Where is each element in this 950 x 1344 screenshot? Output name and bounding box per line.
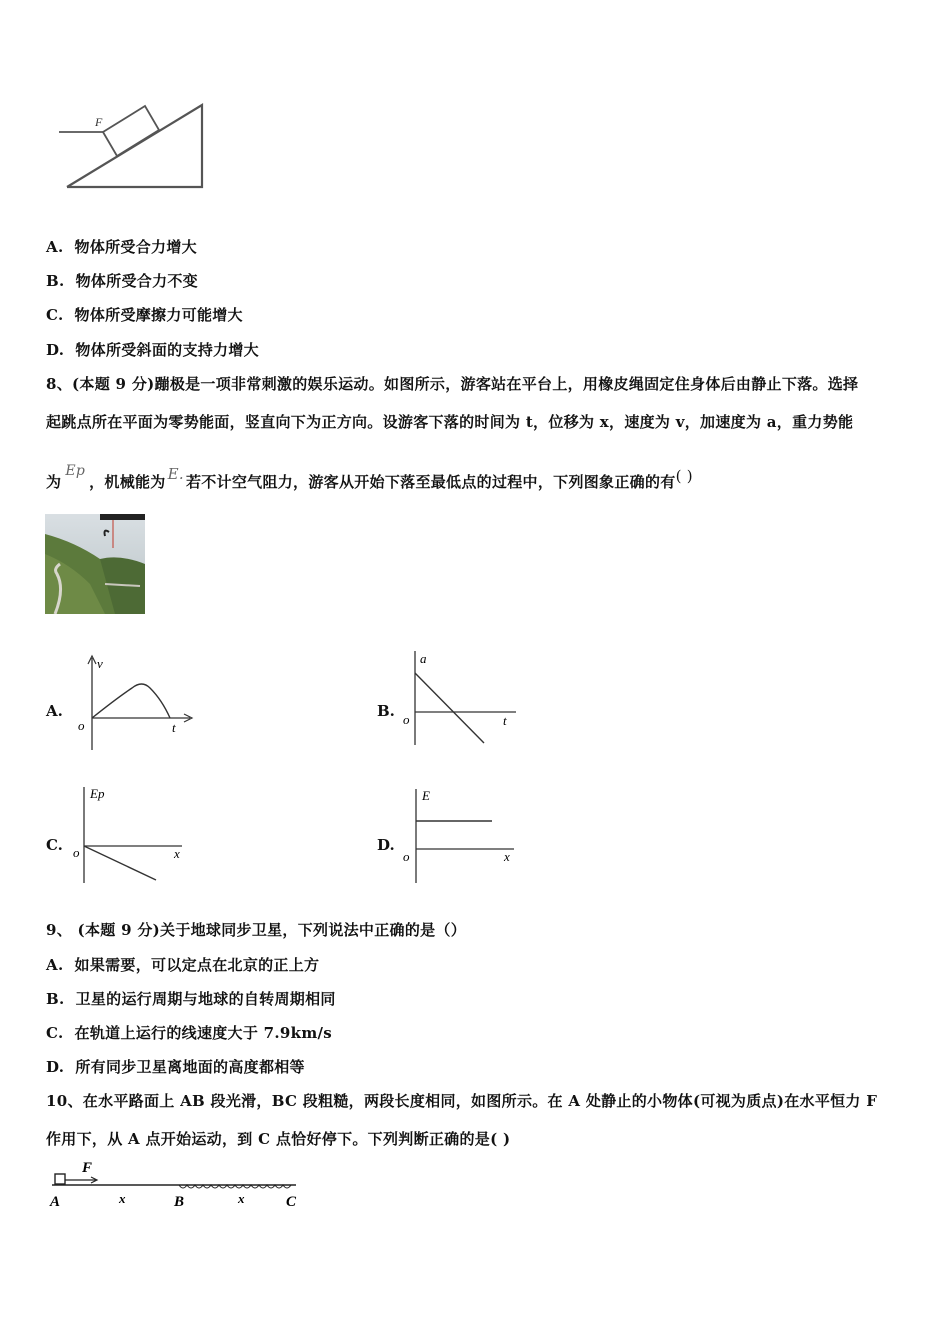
q9-option-d: D. 所有同步卫星离地面的高度都相等 [46, 1058, 305, 1076]
force-label: F [95, 115, 103, 129]
road-x1-label: x [119, 1191, 126, 1206]
answer-paren: ( ) [675, 467, 693, 485]
graph-b-xlabel: t [503, 713, 507, 728]
graph-d-origin: o [403, 849, 410, 864]
road-f-label: F [82, 1160, 93, 1176]
graph-d [400, 783, 530, 888]
q10-stem-line1: 10、在水平路面上 AB 段光滑，BC 段粗糙，两段长度相同，如图所示。在 A 处静止的小物体(可视为质点)在水平恒力 F [46, 1092, 878, 1110]
road-c-label: C [286, 1194, 297, 1210]
q9-option-c: C. 在轨道上运行的线速度大于 7.9km/s [46, 1024, 333, 1042]
graph-c-xlabel: x [174, 846, 180, 861]
graph-c [70, 783, 200, 888]
incline-figure [55, 98, 215, 193]
q8-stem-line2: 起跳点所在平面为零势能面，竖直向下为正方向。设游客下落的时间为 t，位移为 x，速度为 v，加速度为 a，重力势能 [46, 413, 854, 431]
road-a-label: A [50, 1194, 61, 1210]
q8-stem-line1: 8、(本题 9 分)蹦极是一项非常刺激的娱乐运动。如图所示，游客站在平台上，用橡皮绳固定住身体后由静止下落。选择 [46, 375, 859, 393]
q9-option-a: A. 如果需要，可以定点在北京的正上方 [46, 956, 320, 974]
e-symbol: E. [167, 465, 184, 483]
q9-option-b: B. 卫星的运行周期与地球的自转周期相同 [46, 990, 336, 1008]
graph-a [72, 650, 202, 755]
graph-b-origin: o [403, 712, 410, 727]
q10-stem-line2: 作用下，从 A 点开始运动，到 C 点恰好停下。下列判断正确的是( ) [46, 1130, 511, 1148]
road-figure [46, 1158, 308, 1214]
road-x2-label: x [238, 1191, 245, 1206]
q7-option-d: D. 物体所受斜面的支持力增大 [46, 341, 259, 359]
graph-b-ylabel: a [420, 651, 427, 666]
q7-option-b: B. 物体所受合力不变 [46, 272, 198, 290]
q7-option-c: C. 物体所受摩擦力可能增大 [46, 306, 243, 324]
ep-symbol: Ep [65, 463, 86, 479]
graph-d-xlabel: x [504, 849, 510, 864]
graph-a-letter: A. [46, 702, 63, 720]
graph-d-ylabel: E [422, 788, 430, 803]
road-b-label: B [174, 1194, 185, 1210]
graph-b-letter: B. [377, 702, 395, 720]
graph-c-ylabel: Ep [90, 786, 105, 801]
graph-c-letter: C. [46, 836, 63, 854]
graph-b [398, 645, 528, 750]
graph-d-letter: D. [377, 836, 395, 854]
q9-stem: 9、 (本题 9 分)关于地球同步卫星，下列说法中正确的是（） [46, 921, 467, 939]
graph-a-origin: o [78, 718, 85, 733]
graph-c-origin: o [73, 845, 80, 860]
q8-stem-line3: 为Ep，机械能为 E. 若不计空气阻力，游客从开始下落至最低点的过程中，下列图象正确的有( ) [46, 463, 693, 491]
q7-option-a: A. 物体所受合力增大 [46, 238, 197, 256]
graph-a-xlabel: t [172, 720, 176, 735]
bungee-photo [45, 514, 145, 614]
graph-a-ylabel: v [97, 656, 103, 671]
